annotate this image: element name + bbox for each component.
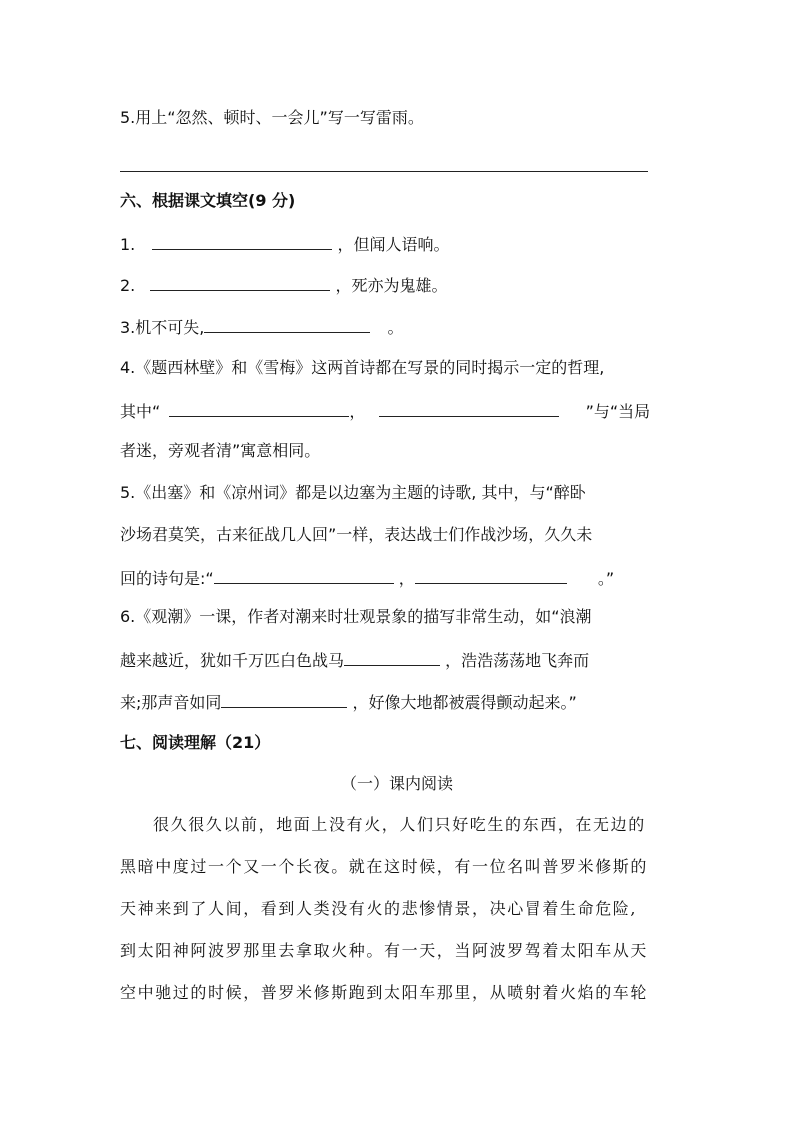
passage-line: 黑暗中度过一个又一个长夜。就在这时候，有一位名叫普罗米修斯的 (120, 857, 649, 876)
section-7-heading: 七、阅读理解（21） (120, 733, 271, 752)
fill-item-5-line-1: 5.《出塞》和《凉州词》都是以边塞为主题的诗歌, 其中，与“醉卧 (120, 483, 586, 502)
blank-1[interactable] (152, 231, 332, 250)
blank-2[interactable] (150, 272, 330, 291)
fill-item-6-line-1: 6.《观潮》一课，作者对潮来时壮观景象的描写非常生动，如“浪潮 (120, 607, 592, 626)
fill-item-1: 1. ，但闻人语响。 (120, 231, 449, 257)
passage-line: 到太阳神阿波罗那里去拿取火种。有一天，当阿波罗驾着太阳车从天 (120, 941, 649, 960)
blank-4a[interactable] (169, 398, 349, 417)
question-5 (120, 106, 424, 130)
blank-5a[interactable] (214, 565, 394, 584)
question-5-text: 5.用上“忽然、顿时、一会儿”写一写雷雨。 (120, 108, 424, 127)
fill-item-5-line-2: 沙场君莫笑，古来征战几人回”一样，表达战士们作战沙场，久久未 (120, 525, 593, 544)
subsection-title: （一）课内阅读 (340, 774, 453, 793)
blank-6b[interactable] (221, 689, 347, 708)
fill-item-4-line-1: 4.《题西林壁》和《雪梅》这两首诗都在写景的同时揭示一定的哲理, (120, 358, 605, 377)
fill-item-3: 3.机不可失, 。 (120, 314, 403, 340)
blank-3[interactable] (204, 314, 370, 333)
passage-line: 空中驰过的时候，普罗米修斯跑到太阳车那里，从喷射着火焰的车轮 (120, 983, 649, 1002)
blank-6a[interactable] (344, 647, 440, 666)
passage-line: 很久很久以前，地面上没有火，人们只好吃生的东西，在无边的 (153, 815, 646, 834)
fill-item-2: 2. ，死亦为鬼雄。 (120, 272, 447, 298)
answer-line-q5[interactable] (120, 171, 648, 172)
fill-item-4-line-2: 其中“ ， ”与“当局 (120, 398, 650, 424)
passage-line: 天神来到了人间，看到人类没有火的悲惨情景，决心冒着生命危险, (120, 899, 638, 918)
blank-4b[interactable] (379, 398, 559, 417)
section-6-heading: 六、根据课文填空(9 分) (120, 191, 296, 210)
blank-5b[interactable] (415, 565, 567, 584)
fill-item-6-line-3: 来;那声音如同 ，好像大地都被震得颤动起来。” (120, 689, 577, 715)
fill-item-4-line-3: 者迷，旁观者清”寓意相同。 (120, 441, 321, 460)
fill-item-5-line-3: 回的诗句是:“ ， 。” (120, 565, 614, 591)
fill-item-6-line-2: 越来越近，犹如千万匹白色战马 ，浩浩荡荡地飞奔而 (120, 647, 589, 673)
